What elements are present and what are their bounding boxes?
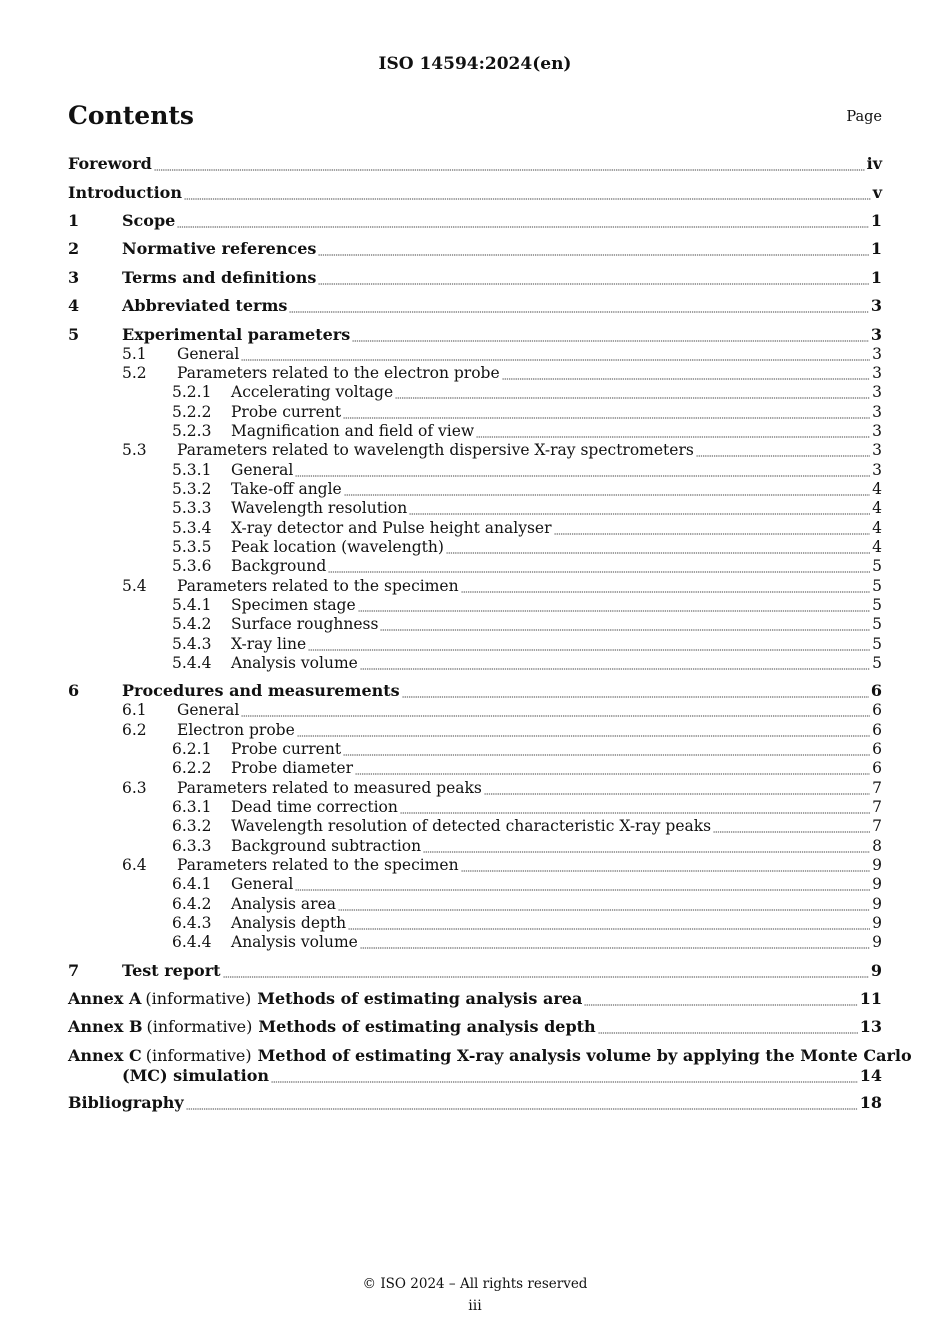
toc-entry-section-6-3-3[interactable] <box>68 836 882 856</box>
toc-entry-section-6-3[interactable] <box>68 778 882 798</box>
toc-entry-title: Specimen stage <box>231 596 356 614</box>
toc-entry-section-5-2-2[interactable] <box>68 402 882 422</box>
dot-leader <box>308 639 870 651</box>
toc-entry-number: 6 <box>68 681 80 700</box>
toc-page-number: 4 <box>872 480 882 498</box>
dot-leader <box>355 763 870 775</box>
toc-entry-title: X-ray detector and Pulse height analyser <box>231 519 552 537</box>
dot-leader <box>423 841 870 853</box>
toc-page-number: 9 <box>872 933 882 951</box>
toc-entry-annex-a[interactable] <box>68 989 882 1009</box>
dot-leader <box>343 407 870 419</box>
dot-leader <box>352 330 869 342</box>
toc-entry-number: 6.2 <box>122 721 147 739</box>
toc-entry-section-6-2-2[interactable] <box>68 758 882 778</box>
toc-entry-section-7[interactable] <box>68 961 882 981</box>
toc-entry-number: 5.4.3 <box>172 635 212 653</box>
toc-entry-title: Abbreviated terms <box>122 296 288 315</box>
dot-leader <box>241 705 870 717</box>
toc-page-number: 8 <box>872 837 882 855</box>
toc-page-number: 3 <box>872 422 882 440</box>
toc-entry-number: 6.2.1 <box>172 740 212 758</box>
dot-leader <box>713 821 870 833</box>
toc-entry-number: 5.4.2 <box>172 615 212 633</box>
toc-page-number: 4 <box>872 519 882 537</box>
toc-entry-number: 6.3.2 <box>172 817 212 835</box>
toc-entry-number: 5.1 <box>122 345 147 363</box>
toc-entry-number: 5.4.1 <box>172 596 212 614</box>
toc-page-number: 9 <box>870 961 882 980</box>
toc-page-number: 3 <box>872 383 882 401</box>
toc-entry-number: 5.3.3 <box>172 499 212 517</box>
toc-entry-title: Introduction <box>68 183 182 202</box>
dot-leader <box>297 725 870 737</box>
annex-title: Methods of estimating analysis depth <box>258 1017 596 1036</box>
toc-entry-number: 5.3.5 <box>172 538 212 556</box>
toc-entry-number: 5.2.3 <box>172 422 212 440</box>
document-id: ISO 14594:2024(en) <box>378 54 572 74</box>
toc-entry-title: Dead time correction <box>231 798 398 816</box>
dot-leader <box>502 368 870 380</box>
toc-entry-number: 2 <box>68 239 80 258</box>
dot-leader <box>318 244 868 256</box>
toc-entry-title: Peak location (wavelength) <box>231 538 444 556</box>
toc-page-number: 9 <box>872 875 882 893</box>
toc-entry-section-6[interactable] <box>68 681 882 701</box>
toc-entry-title: Parameters related to measured peaks <box>177 779 482 797</box>
dot-leader <box>344 484 870 496</box>
dot-leader <box>554 523 871 535</box>
toc-entry-title: Magnification and field of view <box>231 422 475 440</box>
toc-entry-title: Background subtraction <box>231 837 422 855</box>
toc-page-number: 9 <box>872 895 882 913</box>
toc-page-number: 7 <box>872 817 882 835</box>
page-number: iii <box>468 1298 482 1314</box>
toc-entry-number: 5.2.1 <box>172 383 212 401</box>
toc-entry-section-5-4-4[interactable] <box>68 653 882 673</box>
toc-entry-section-6-4[interactable] <box>68 855 882 875</box>
toc-page-number: 9 <box>872 914 882 932</box>
toc-entry-number: 5 <box>68 325 80 344</box>
toc-entry-section-6-4-2[interactable] <box>68 894 882 914</box>
toc-page-number: 3 <box>872 441 882 459</box>
toc-entry-number: 6.4.2 <box>172 895 212 913</box>
toc-entry-section-2[interactable] <box>68 239 882 259</box>
dot-leader <box>184 188 871 200</box>
dot-leader <box>461 860 871 872</box>
toc-entry-title: Probe current <box>231 403 342 421</box>
toc-entry-number: 6.3.3 <box>172 837 212 855</box>
toc-entry-title: Analysis area <box>231 895 336 913</box>
toc-entry-section-5-3-3[interactable] <box>68 498 882 518</box>
dot-leader <box>343 744 870 756</box>
toc-page-number: 3 <box>872 345 882 363</box>
toc-entry-number: 6.4 <box>122 856 147 874</box>
toc-entry-number: 5.3.2 <box>172 480 212 498</box>
annex-label: Annex B <box>68 1017 143 1036</box>
toc-page-number: v <box>872 183 882 202</box>
dot-leader <box>409 503 870 515</box>
toc-entry-number: 3 <box>68 268 80 287</box>
dot-leader <box>358 600 870 612</box>
dot-leader <box>348 918 870 930</box>
dot-leader <box>484 783 870 795</box>
toc-entry-title: Experimental parameters <box>122 325 351 344</box>
toc-entry-title: Accelerating voltage <box>231 383 394 401</box>
dot-leader <box>400 802 870 814</box>
toc-entry-title: Wavelength resolution <box>231 499 408 517</box>
toc-entry-title: Foreword <box>68 154 152 173</box>
toc-entry-annex-c[interactable] <box>68 1046 912 1066</box>
toc-entry-section-5-3-2[interactable] <box>68 479 882 499</box>
toc-entry-section-5-1[interactable] <box>68 344 882 364</box>
dot-leader <box>338 899 870 911</box>
toc-entry-section-5-4-3[interactable] <box>68 634 882 654</box>
toc-entry-section-6-3-2[interactable] <box>68 816 882 836</box>
toc-entry-title: Parameters related to the specimen <box>177 856 459 874</box>
toc-page-number: 3 <box>870 325 882 344</box>
toc-entry-bibliography[interactable] <box>68 1093 882 1113</box>
dot-leader <box>395 387 870 399</box>
toc-entry-title: Parameters related to the specimen <box>177 577 459 595</box>
dot-leader <box>154 159 865 171</box>
toc-entry-title: Analysis depth <box>231 914 347 932</box>
toc-entry-section-4[interactable] <box>68 296 882 316</box>
toc-entry-section-5-2-1[interactable] <box>68 382 882 402</box>
toc-page-number: 13 <box>859 1017 882 1036</box>
toc-entry-annex-b[interactable] <box>68 1017 882 1037</box>
toc-entry-number: 6.4.3 <box>172 914 212 932</box>
toc-page-number: 3 <box>870 296 882 315</box>
annex-kind: (informative) <box>146 1017 253 1036</box>
toc-entry-section-5-4[interactable] <box>68 576 882 596</box>
toc-entry-title: Bibliography <box>68 1093 184 1112</box>
toc-entry-section-5-3-5[interactable] <box>68 537 882 557</box>
annex-kind: (informative) <box>145 1046 252 1065</box>
toc-page-number: iv <box>866 154 882 173</box>
toc-entry-number: 4 <box>68 296 80 315</box>
annex-kind: (informative) <box>145 989 252 1008</box>
toc-entry-title: Analysis volume <box>231 933 358 951</box>
toc-page-number: 5 <box>872 654 882 672</box>
toc-entry-title: Surface roughness <box>231 615 379 633</box>
toc-page-number: 6 <box>872 701 882 719</box>
toc-entry-title: General <box>177 701 240 719</box>
dot-leader <box>186 1098 858 1110</box>
toc-entry-number: 5.4 <box>122 577 147 595</box>
dot-leader <box>177 216 869 228</box>
dot-leader <box>360 937 870 949</box>
toc-entry-introduction[interactable] <box>68 183 882 203</box>
annex-title-continued: (MC) simulation <box>122 1066 270 1085</box>
dot-leader <box>271 1071 858 1083</box>
dot-leader <box>402 686 869 698</box>
toc-entry-title: Wavelength resolution of detected characteristic X-ray peaks <box>231 817 712 835</box>
annex-label: Annex C <box>68 1046 142 1065</box>
dot-leader <box>223 966 869 978</box>
toc-entry-number: 7 <box>68 961 80 980</box>
toc-entry-number: 5.3.4 <box>172 519 212 537</box>
toc-entry-section-6-2-1[interactable] <box>68 739 882 759</box>
toc-entry-title: Probe diameter <box>231 759 353 777</box>
toc-entry-title: X-ray line <box>231 635 307 653</box>
toc-page-number: 5 <box>872 596 882 614</box>
toc-page-number: 5 <box>872 577 882 595</box>
toc-page-number: 7 <box>872 798 882 816</box>
dot-leader <box>289 301 868 313</box>
toc-page-number: 4 <box>872 538 882 556</box>
toc-entry-number: 6.2.2 <box>172 759 212 777</box>
dot-leader <box>380 619 870 631</box>
dot-leader <box>318 273 868 285</box>
toc-entry-section-6-2[interactable] <box>68 720 882 740</box>
dot-leader <box>241 349 870 361</box>
toc-page-number: 3 <box>872 403 882 421</box>
toc-entry-section-6-4-3[interactable] <box>68 913 882 933</box>
toc-entry-title: Analysis volume <box>231 654 358 672</box>
toc-page-number: 7 <box>872 779 882 797</box>
toc-entry-title: Electron probe <box>177 721 295 739</box>
dot-leader <box>295 465 870 477</box>
annex-title: Method of estimating X-ray analysis volume by applying the Monte Carlo <box>257 1046 912 1065</box>
toc-page-number: 5 <box>872 635 882 653</box>
toc-page-number: 4 <box>872 499 882 517</box>
dot-leader <box>584 994 857 1006</box>
toc-entry-section-5-4-1[interactable] <box>68 595 882 615</box>
toc-entry-title: General <box>177 345 240 363</box>
toc-page-number: 18 <box>859 1093 882 1112</box>
toc-entry-section-6-1[interactable] <box>68 700 882 720</box>
toc-entry-number: 5.3.1 <box>172 461 212 479</box>
toc-entry-section-3[interactable] <box>68 268 882 288</box>
toc-entry-section-5[interactable] <box>68 325 882 345</box>
toc-entry-section-5-4-2[interactable] <box>68 614 882 634</box>
toc-entry-number: 5.2.2 <box>172 403 212 421</box>
toc-page-number: 9 <box>872 856 882 874</box>
dot-leader <box>295 879 870 891</box>
toc-entry-section-5-2-3[interactable] <box>68 421 882 441</box>
toc-entry-title: General <box>231 461 294 479</box>
contents-title: Contents <box>68 101 195 130</box>
toc-entry-title: Normative references <box>122 239 317 258</box>
toc-entry-number: 6.4.1 <box>172 875 212 893</box>
toc-entry-number: 1 <box>68 211 80 230</box>
toc-entry-section-5-3-1[interactable] <box>68 460 882 480</box>
toc-entry-number: 6.3.1 <box>172 798 212 816</box>
toc-entry-title: Background <box>231 557 327 575</box>
toc-entry-section-6-4-4[interactable] <box>68 932 882 952</box>
toc-entry-title: Scope <box>122 211 176 230</box>
toc-entry-number: 6.4.4 <box>172 933 212 951</box>
toc-entry-section-1[interactable] <box>68 211 882 231</box>
toc-entry-number: 5.3.6 <box>172 557 212 575</box>
copyright-notice: © ISO 2024 – All rights reserved <box>362 1276 588 1292</box>
dot-leader <box>696 445 870 457</box>
annex-label: Annex A <box>68 989 142 1008</box>
toc-page-number: 1 <box>870 268 882 287</box>
toc-entry-title: Terms and definitions <box>122 268 317 287</box>
toc-entry-title: General <box>231 875 294 893</box>
toc-page-number: 3 <box>872 461 882 479</box>
toc-entry-title: Parameters related to wavelength dispersive X-ray spectrometers <box>177 441 694 459</box>
toc-page-number: 6 <box>872 759 882 777</box>
toc-entry-section-5-3-4[interactable] <box>68 518 882 538</box>
toc-entry-annex-c-continued[interactable] <box>68 1066 882 1086</box>
toc-entry-number: 5.3 <box>122 441 147 459</box>
toc-page-number: 1 <box>870 239 882 258</box>
toc-page-number: 5 <box>872 557 882 575</box>
page-column-label: Page <box>846 109 882 125</box>
toc-page-number: 6 <box>872 740 882 758</box>
toc-entry-number: 6.3 <box>122 779 147 797</box>
toc-page-number: 1 <box>870 211 882 230</box>
toc-entry-number: 5.4.4 <box>172 654 212 672</box>
toc-entry-foreword[interactable] <box>68 154 882 174</box>
dot-leader <box>446 542 870 554</box>
toc-page-number: 5 <box>872 615 882 633</box>
toc-entry-section-5-2[interactable] <box>68 363 882 383</box>
toc-entry-title: Test report <box>122 961 221 980</box>
dot-leader <box>598 1022 858 1034</box>
toc-page-number: 14 <box>859 1066 882 1085</box>
toc-entry-title: Probe current <box>231 740 342 758</box>
toc-entry-section-5-3[interactable] <box>68 440 882 460</box>
dot-leader <box>328 561 870 573</box>
toc-page-number: 6 <box>870 681 882 700</box>
toc-entry-number: 6.1 <box>122 701 147 719</box>
toc-entry-title: Take-off angle <box>231 480 342 498</box>
toc-page-number: 11 <box>859 989 882 1008</box>
toc-entry-section-5-3-6[interactable] <box>68 556 882 576</box>
toc-page-number: 3 <box>872 364 882 382</box>
dot-leader <box>461 581 871 593</box>
toc-entry-section-6-4-1[interactable] <box>68 874 882 894</box>
dot-leader <box>360 658 870 670</box>
toc-entry-title: Parameters related to the electron probe <box>177 364 500 382</box>
toc-page-number: 6 <box>872 721 882 739</box>
toc-entry-number: 5.2 <box>122 364 147 382</box>
annex-title: Methods of estimating analysis area <box>257 989 583 1008</box>
dot-leader <box>476 426 870 438</box>
toc-entry-section-6-3-1[interactable] <box>68 797 882 817</box>
toc-entry-title: Procedures and measurements <box>122 681 400 700</box>
